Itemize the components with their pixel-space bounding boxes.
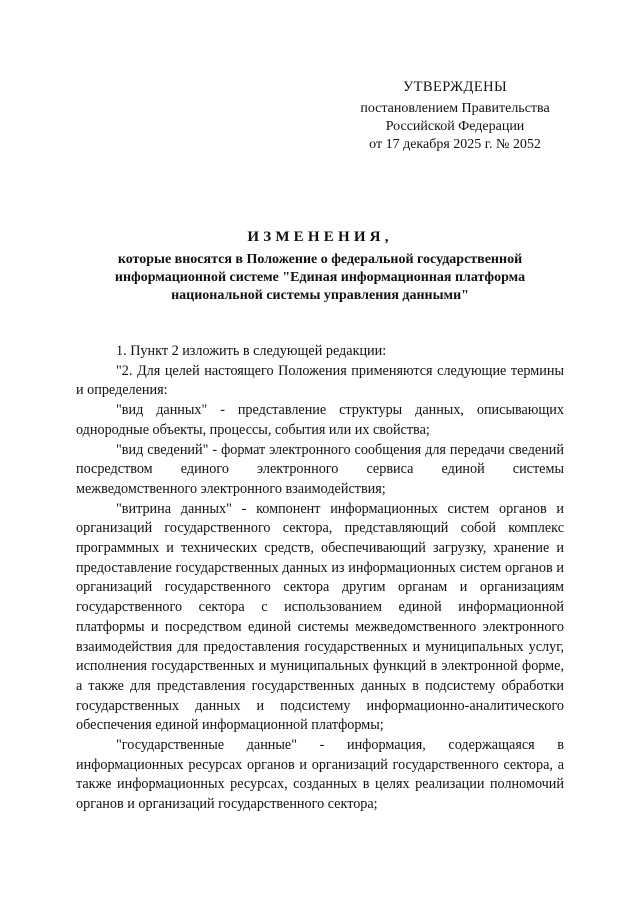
subtitle-line-3: национальной системы управления данными": [171, 288, 469, 303]
paragraph-item-1: 1. Пункт 2 изложить в следующей редакции:: [116, 343, 387, 359]
approval-line-2: Российской Федерации: [385, 119, 525, 134]
approval-line-3: от 17 декабря 2025 г. № 2052: [369, 137, 541, 152]
document-subtitle: [70, 251, 570, 305]
definition-data-type: "вид данных" - представление структуры данных, описывающих однородные объекты, процессы, события или их свойства;: [76, 402, 564, 438]
definition-data-showcase: "витрина данных" - компонент информационных систем органов и организаций государственного сектора, представляющий собой комплекс программных и технических средств, обеспечивающий загрузку, хранение и предоставление государственных данных из информационных систем органов и организаций государственного сектора другим органам и организациям государственного сектора с использованием единой информационной платформы и посредством единой системы межведомственного электронного взаимодействия для предоставления государственных и муниципальных услуг, исполнения государственных и муниципальных функций в электронной форме, а также для представления государственных данных в подсистему обработки государственных данных и подсистему информационно-аналитического обеспечения единой информационной платформы;: [76, 500, 564, 734]
definition-state-data: "государственные данные" - информация, содержащаяся в информационных ресурсах органов и организаций государственного сектора, а также информационных ресурсах, созданных в целях реализации полномочий органов и организаций государственного сектора;: [76, 737, 564, 813]
subtitle-line-1: которые вносятся в Положение о федеральной государственной: [117, 252, 523, 267]
definition-info-type: "вид сведений" - формат электронного сообщения для передачи сведений посредством единого электронного сервиса единой системы межведомственного электронного взаимодействия;: [76, 441, 564, 497]
subtitle-line-2: информационной системе "Единая информационная платформа: [114, 270, 526, 285]
approval-heading: УТВЕРЖДЕНЫ: [402, 79, 508, 95]
approval-line-1: постановлением Правительства: [360, 101, 550, 116]
approval-block: [340, 78, 570, 154]
paragraph-intro-definitions: "2. Для целей настоящего Положения применяются следующие термины и определения:: [76, 362, 564, 399]
document-body: [76, 342, 564, 815]
document-title: ИЗМЕНЕНИЯ,: [247, 229, 393, 245]
